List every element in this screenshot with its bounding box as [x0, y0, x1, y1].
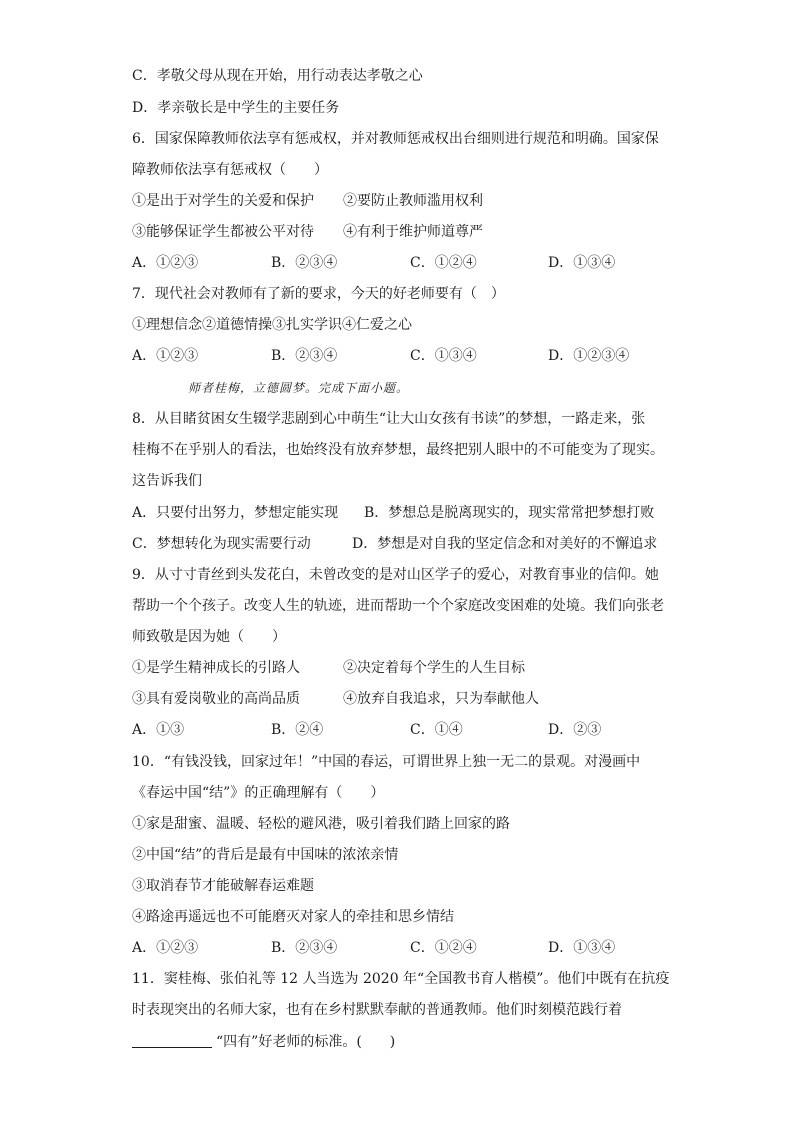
q7-option-b[interactable]: B．②③④	[271, 348, 338, 364]
q6-option-c[interactable]: C．①②④	[410, 255, 477, 271]
q6-statement-1: ①是出于对学生的关爱和保护	[132, 193, 314, 209]
q10-statement-4: ④路途再遥远也不可能磨灭对家人的牵挂和思乡情结	[132, 909, 454, 925]
q6-statements-row-2	[132, 222, 692, 242]
q11-stem-line-3	[132, 1032, 395, 1052]
q9-options	[132, 720, 652, 740]
q9-option-a[interactable]: A．①③	[132, 722, 185, 738]
q9-stem-line-2: 帮助一个个孩子。改变人生的轨迹，进而帮助一个个家庭改变困难的处境。我们向张老	[132, 598, 664, 614]
q10-statement-3: ③取消春节才能破解春运难题	[132, 878, 314, 894]
q11-stem-line-3-text: “四有”好老师的标准。( )	[216, 1034, 396, 1050]
q10-option-b[interactable]: B．②③④	[271, 940, 338, 956]
q6-stem-line-2: 障教师依法享有惩戒权（ ）	[132, 162, 328, 178]
q6-statement-3: ③能够保证学生都被公平对待	[132, 224, 314, 240]
answer-blank[interactable]	[132, 1033, 212, 1048]
q8-stem-line-3: 这告诉我们	[132, 473, 202, 489]
q8-option-c[interactable]: C．梦想转化为现实需要行动	[132, 536, 311, 552]
q10-option-c[interactable]: C．①②④	[410, 940, 477, 956]
q7-options	[132, 346, 652, 366]
q10-stem-line-1: 10．“有钱没钱，回家过年！”中国的春运，可谓世界上独一无二的景观。对漫画中	[132, 754, 641, 770]
q9-statement-4: ④放弃自我追求，只为奉献他人	[343, 691, 539, 707]
q9-option-d[interactable]: D．②③	[548, 722, 602, 738]
q8-option-b[interactable]: B．梦想总是脱离现实的，现实常常把梦想打败	[364, 505, 655, 521]
q11-stem-line-2: 时表现突出的名师大家，也有在乡村默默奉献的普通教师。他们时刻模范践行着	[132, 1002, 622, 1018]
q8-options-row-2	[132, 534, 692, 554]
q10-option-a[interactable]: A．①②③	[132, 940, 199, 956]
q9-statement-2: ②决定着每个学生的人生目标	[343, 660, 525, 676]
q7-option-c[interactable]: C．①③④	[410, 348, 477, 364]
q9-statement-3: ③具有爱岗敬业的高尚品质	[132, 691, 300, 707]
q7-stem: 7．现代社会对教师有了新的要求，今天的好老师要有（ ）	[132, 286, 505, 302]
q6-statements-row-1	[132, 191, 692, 211]
q8-option-d[interactable]: D．梦想是对自我的坚定信念和对美好的不懈追求	[352, 536, 658, 552]
q10-stem-line-2: 《春运中国“结”》的正确理解有（ ）	[132, 785, 385, 801]
q9-stem-line-3: 师致敬是因为她（ ）	[132, 629, 286, 645]
prev-option-c: C．孝敬父母从现在开始，用行动表达孝敬之心	[132, 68, 423, 84]
q8-option-a[interactable]: A．只要付出努力，梦想定能实现	[132, 505, 339, 521]
q6-statement-2: ②要防止教师滥用权利	[343, 193, 483, 209]
q6-option-a[interactable]: A．①②③	[132, 255, 199, 271]
q6-option-d[interactable]: D．①③④	[548, 255, 616, 271]
q9-stem-line-1: 9．从寸寸青丝到头发花白，未曾改变的是对山区学子的爱心，对教育事业的信仰。她	[132, 567, 659, 583]
q10-statement-1: ①家是甜蜜、温暖、轻松的避风港，吸引着我们踏上回家的路	[132, 816, 510, 832]
q8-options-row-1	[132, 503, 692, 523]
q9-statements-row-1	[132, 658, 692, 678]
q9-statement-1: ①是学生精神成长的引路人	[132, 660, 300, 676]
q8-stem-line-2: 桂梅不在乎别人的看法，也始终没有放弃梦想，最终把别人眼中的不可能变为了现实。	[132, 442, 664, 458]
prev-option-d: D．孝亲敬长是中学生的主要任务	[132, 100, 340, 116]
q9-option-b[interactable]: B．②④	[271, 722, 324, 738]
q11-stem-line-1: 11．窦桂梅、张伯礼等 12 人当选为 2020 年“全国教书育人楷模”。他们中既有在抗疫	[132, 971, 670, 987]
q9-option-c[interactable]: C．①④	[410, 722, 463, 738]
q6-statement-4: ④有利于维护师道尊严	[343, 224, 483, 240]
q8-stem-line-1: 8．从目睹贫困女生辍学悲剧到心中萌生“让大山女孩有书读”的梦想，一路走来，张	[132, 411, 646, 427]
q10-statement-2: ②中国“结”的背后是最有中国味的浓浓亲情	[132, 847, 399, 863]
q7-statements: ①理想信念②道德情操③扎实学识④仁爱之心	[132, 317, 412, 333]
q6-option-b[interactable]: B．②③④	[271, 255, 338, 271]
q10-options	[132, 938, 652, 958]
q7-option-d[interactable]: D．①②③④	[548, 348, 630, 364]
q6-options	[132, 253, 652, 273]
q10-option-d[interactable]: D．①③④	[548, 940, 616, 956]
q6-stem-line-1: 6．国家保障教师依法享有惩戒权，并对教师惩戒权出台细则进行规范和明确。国家保	[132, 131, 659, 147]
q9-statements-row-2	[132, 689, 692, 709]
q7-option-a[interactable]: A．①②③	[132, 348, 199, 364]
section-note: 师者桂梅，立德圆梦。完成下面小题。	[188, 381, 410, 395]
